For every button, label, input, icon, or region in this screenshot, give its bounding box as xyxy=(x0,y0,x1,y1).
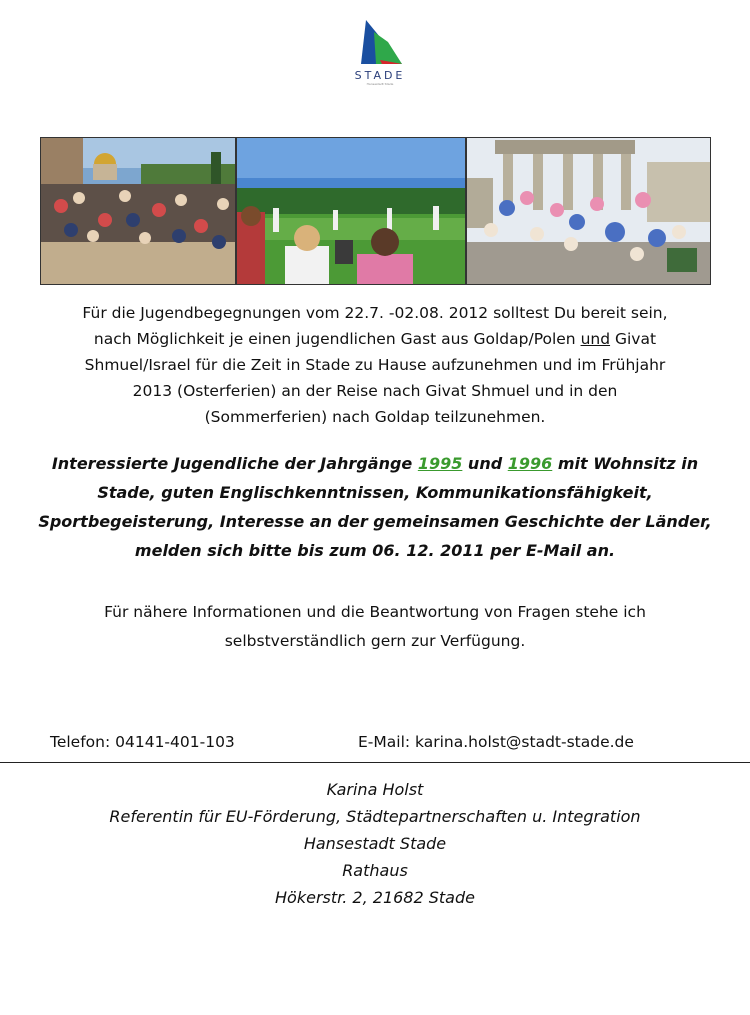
signature-role: Referentin für EU-Förderung, Städtepartnerschaften u. Integration xyxy=(109,807,641,826)
call-line: Interessierte Jugendliche der Jahrgänge xyxy=(51,454,418,473)
intro-line: Shmuel/Israel für die Zeit in Stade zu Hause aufzunehmen und im Frühjahr xyxy=(84,356,666,374)
group-photo-jerusalem-icon xyxy=(41,138,236,285)
call-line: und xyxy=(462,454,508,473)
photo-meadow xyxy=(236,137,466,285)
intro-line: 2013 (Osterferien) an der Reise nach Givat Shmuel und in den xyxy=(132,382,618,400)
year-1996: 1996 xyxy=(507,454,553,473)
photo-jerusalem xyxy=(40,137,236,285)
signature-address: Hökerstr. 2, 21682 Stade xyxy=(275,888,475,907)
intro-line: (Sommerferien) nach Goldap teilzunehmen. xyxy=(204,408,546,426)
intro-line: Givat xyxy=(610,330,657,348)
call-line: Sportbegeisterung, Interesse an der gemeinsamen Geschichte der Länder, xyxy=(38,512,712,531)
call-to-action xyxy=(14,449,736,565)
phone-number: Telefon: 04141-401-103 xyxy=(50,733,235,751)
info-line: selbstverständlich gern zur Verfügung. xyxy=(224,632,526,650)
logo-subtext: Hansestadt Stade xyxy=(366,82,394,86)
intro-line: nach Möglichkeit je einen jugendlichen Gast aus Goldap/Polen xyxy=(93,330,581,348)
year-1995: 1995 xyxy=(417,454,463,473)
signature-name: Karina Holst xyxy=(326,780,424,799)
signature-org: Hansestadt Stade xyxy=(303,834,447,853)
logo-wordmark: STADE xyxy=(354,69,406,82)
divider-line xyxy=(0,762,750,763)
intro-line: Für die Jugendbegegnungen vom 22.7. -02.08. 2012 solltest Du bereit sein, xyxy=(82,304,668,322)
call-line: mit Wohnsitz in xyxy=(552,454,699,473)
info-text xyxy=(14,598,736,656)
email-address[interactable]: E-Mail: karina.holst@stadt-stade.de xyxy=(358,733,634,751)
stade-sail-logo-icon xyxy=(352,18,408,68)
signature-block xyxy=(14,776,736,911)
photo-brandenburg-gate xyxy=(466,137,711,285)
info-line: Für nähere Informationen und die Beantwortung von Fragen stehe ich xyxy=(104,603,646,621)
photo-strip xyxy=(40,137,711,285)
group-photo-meadow-icon xyxy=(237,138,466,285)
intro-underlined-word: und xyxy=(580,330,611,348)
contact-row xyxy=(0,733,750,759)
call-line: Stade, guten Englischkenntnissen, Kommunikationsfähigkeit, xyxy=(97,483,653,502)
stade-logo xyxy=(342,18,418,86)
intro-text xyxy=(14,300,736,430)
signature-building: Rathaus xyxy=(342,861,408,880)
group-photo-brandenburg-gate-icon xyxy=(467,138,711,285)
call-line: melden sich bitte bis zum 06. 12. 2011 per E-Mail an. xyxy=(134,541,616,560)
